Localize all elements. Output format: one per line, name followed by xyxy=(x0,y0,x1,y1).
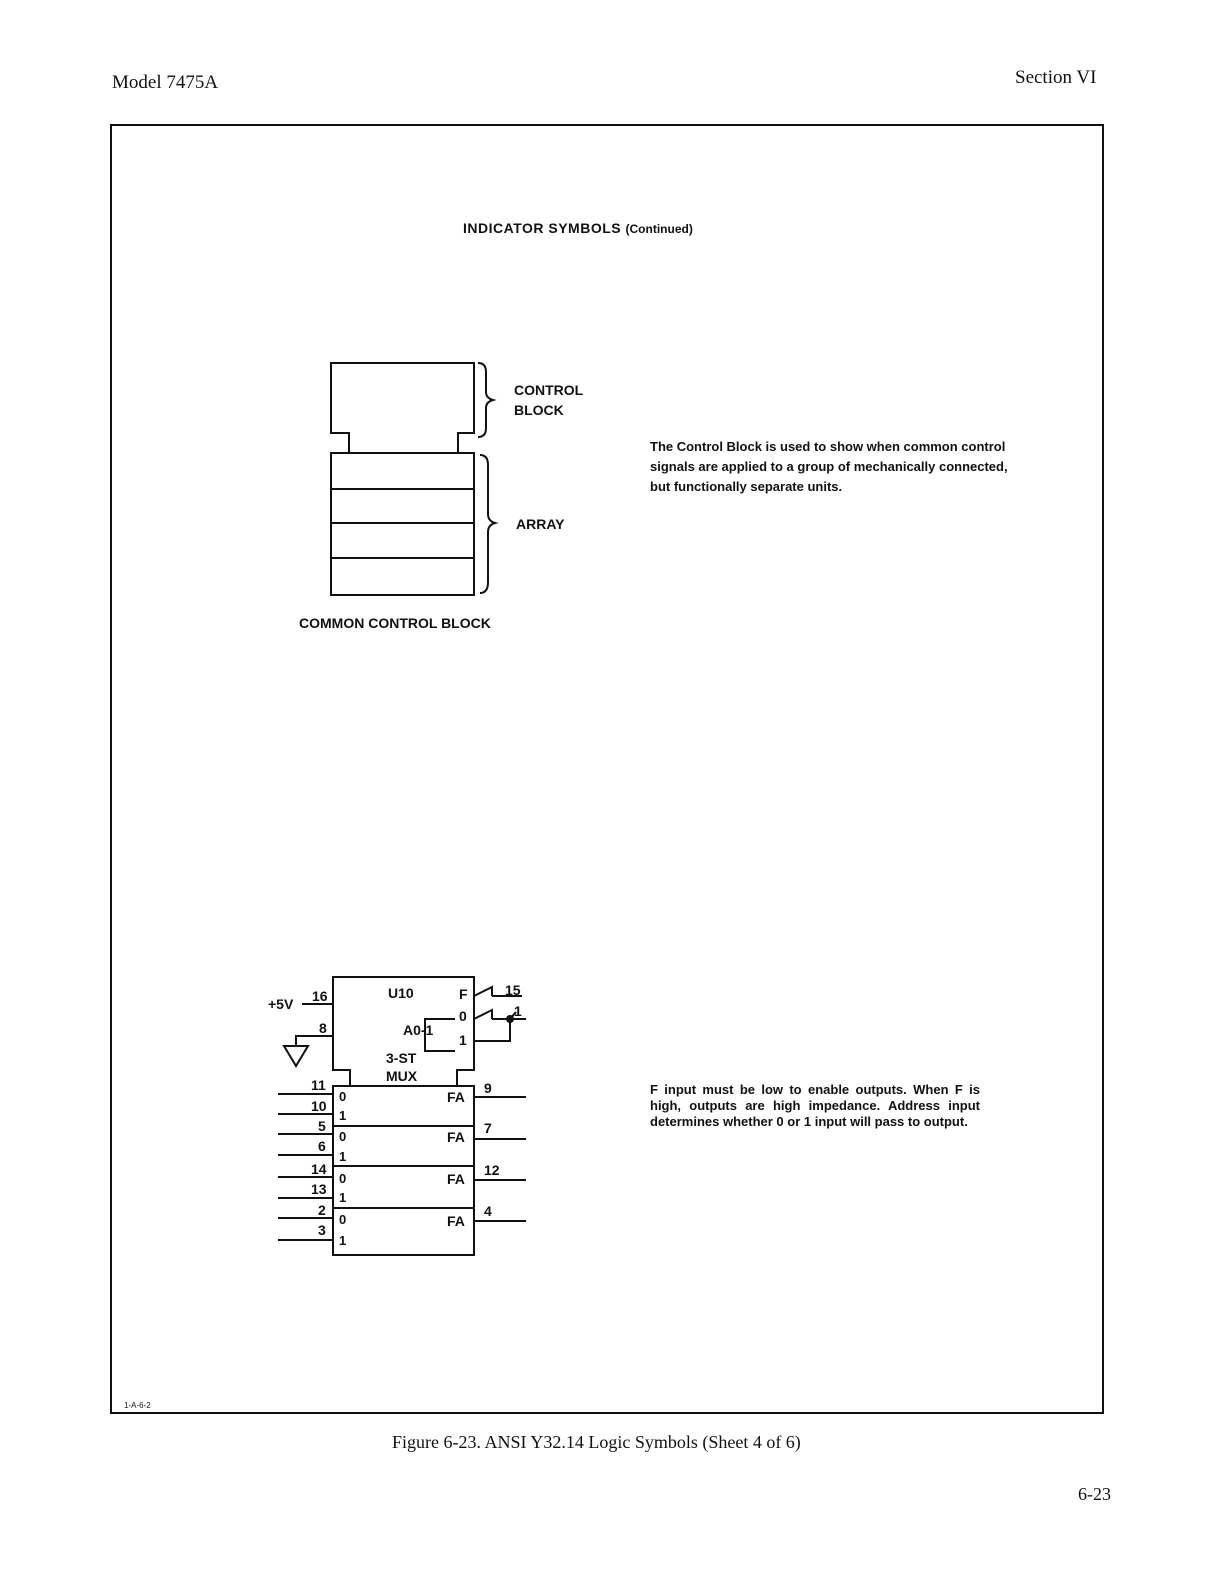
input-label: 1 xyxy=(339,1233,347,1248)
output-label: FA xyxy=(447,1171,465,1187)
section-title-main: INDICATOR SYMBOLS xyxy=(463,220,622,236)
input-label: 0 xyxy=(339,1129,347,1144)
input-pin: 5 xyxy=(318,1118,326,1134)
output-label: FA xyxy=(447,1129,465,1145)
mux-description: F input must be low to enable outputs. When F is high, outputs are high impedance. Address input determines whether 0 or 1 input will pass to output. xyxy=(650,1082,980,1129)
input-label: 1 xyxy=(339,1190,347,1205)
figure-id: 1-A-6-2 xyxy=(124,1401,151,1410)
common-control-block-caption: COMMON CONTROL BLOCK xyxy=(299,615,491,631)
header-section: Section VI xyxy=(1015,67,1097,88)
output-pin: 12 xyxy=(484,1162,500,1178)
input-pin: 10 xyxy=(311,1098,327,1114)
input-pin: 6 xyxy=(318,1138,326,1154)
enable-wedge xyxy=(474,987,492,996)
ground-wire xyxy=(296,1036,333,1046)
input-pin: 3 xyxy=(318,1222,326,1238)
control-block-outline xyxy=(331,363,474,453)
select-feed xyxy=(474,1019,510,1041)
header-model: Model 7475A xyxy=(112,72,219,93)
select-pin: 1 xyxy=(514,1003,522,1019)
page-number: 6-23 xyxy=(1078,1484,1111,1504)
input-label: 0 xyxy=(339,1171,347,1186)
label-array: ARRAY xyxy=(516,516,565,532)
input-label: 1 xyxy=(339,1108,347,1123)
input-pin: 11 xyxy=(311,1077,326,1093)
power-label: +5V xyxy=(268,996,294,1012)
ctrl-in-0: 0 xyxy=(459,1008,467,1024)
label-block: BLOCK xyxy=(514,402,564,418)
label-control: CONTROL xyxy=(514,382,584,398)
control-brace xyxy=(478,363,493,437)
select-label: A0-1 xyxy=(403,1022,434,1038)
control-block-description: The Control Block is used to show when common control signals are applied to a group of mechanically connected, but functionally separate units. xyxy=(650,439,1008,494)
common-control-block-symbol xyxy=(331,363,495,595)
ground-pin: 8 xyxy=(319,1020,327,1036)
output-pin: 7 xyxy=(484,1120,492,1136)
input-pin: 2 xyxy=(318,1202,326,1218)
figure-caption: Figure 6-23. ANSI Y32.14 Logic Symbols (Sheet 4 of 6) xyxy=(392,1432,801,1452)
array-brace xyxy=(480,455,495,593)
enable-label: F xyxy=(459,986,468,1002)
input-pin: 13 xyxy=(311,1181,327,1197)
output-label: FA xyxy=(447,1213,465,1229)
select-junction-dot xyxy=(506,1015,514,1023)
output-label: FA xyxy=(447,1089,465,1105)
mux-type-line1: 3-ST xyxy=(386,1050,417,1066)
ground-symbol xyxy=(284,1046,308,1066)
power-pin: 16 xyxy=(312,988,328,1004)
mux-type-line2: MUX xyxy=(386,1068,418,1084)
output-pin: 4 xyxy=(484,1203,492,1219)
input-label: 0 xyxy=(339,1089,347,1104)
input-label: 0 xyxy=(339,1212,347,1227)
mux-designator: U10 xyxy=(388,985,414,1001)
input-label: 1 xyxy=(339,1149,347,1164)
input-pin: 14 xyxy=(311,1161,327,1177)
select-wedge xyxy=(474,1010,492,1019)
enable-pin: 15 xyxy=(505,982,521,998)
section-title-suffix: (Continued) xyxy=(625,222,693,236)
output-pin: 9 xyxy=(484,1080,492,1096)
ctrl-in-1: 1 xyxy=(459,1032,467,1048)
